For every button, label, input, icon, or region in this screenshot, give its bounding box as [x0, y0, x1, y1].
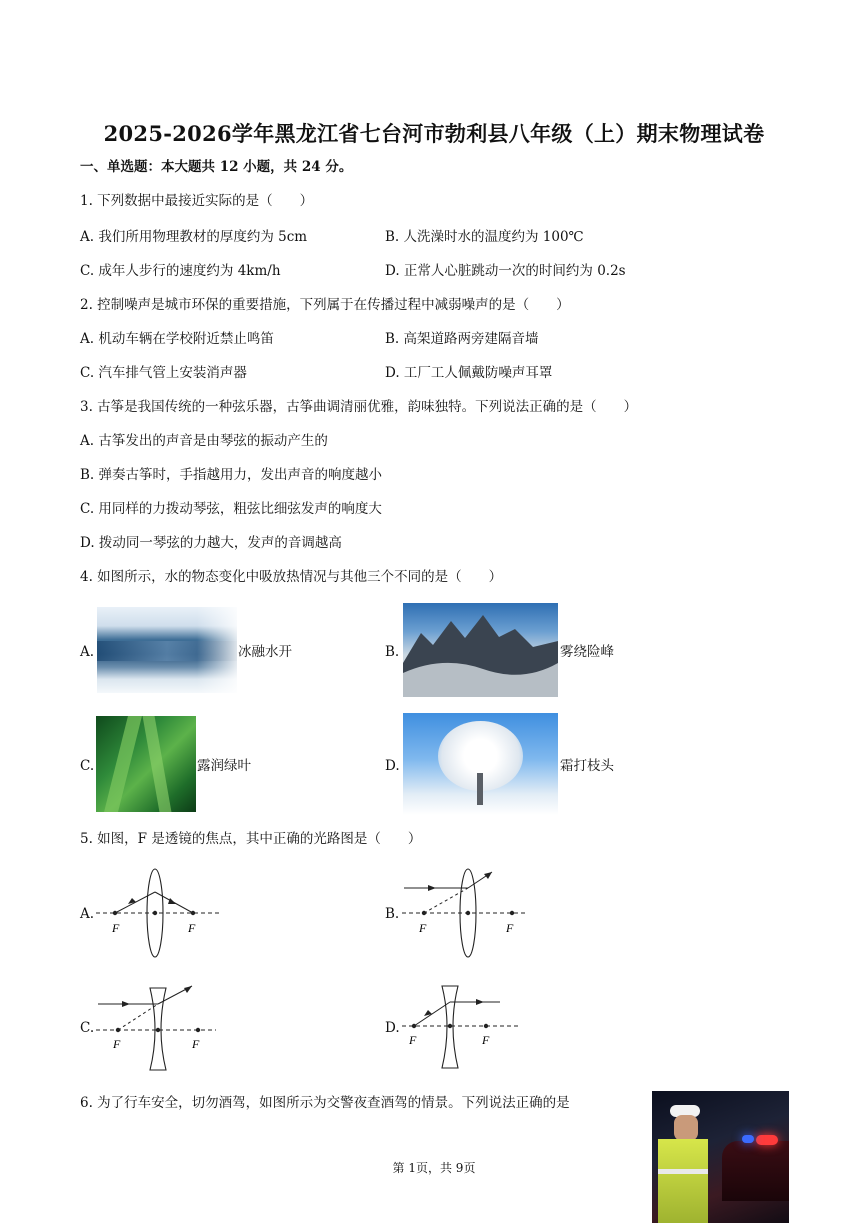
- question-4-option-b-letter: B.: [385, 644, 400, 660]
- question-4-option-d-caption: 霜打枝头: [560, 758, 614, 774]
- question-4-stem: 4. 如图所示，水的物态变化中吸放热情况与其他三个不同的是（ ）: [80, 569, 503, 585]
- focus-label-f: F: [506, 921, 514, 935]
- focus-label-f: F: [192, 1037, 200, 1051]
- question-2-stem: 2. 控制噪声是城市环保的重要措施，下列属于在传播过程中减弱噪声的是（ ）: [80, 297, 570, 313]
- question-6-stem: 6. 为了行车安全，切勿酒驾，如图所示为交警夜查酒驾的情景。下列说法正确的是: [80, 1095, 570, 1111]
- convex-lens-diagram-a: [96, 868, 226, 960]
- focus-label-f: F: [188, 921, 196, 935]
- misty-peaks-photo: [403, 603, 558, 697]
- question-3-option-d: D. 拨动同一琴弦的力越大，发声的音调越高: [80, 535, 342, 551]
- concave-lens-diagram-c: [96, 982, 226, 1074]
- focus-label-f: F: [419, 921, 427, 935]
- focus-label-f: F: [409, 1033, 417, 1047]
- focus-label-f: F: [113, 1037, 121, 1051]
- page-footer: 第 1页，共 9页: [392, 1161, 476, 1175]
- question-1-stem: 1. 下列数据中最接近实际的是（ ）: [80, 193, 314, 209]
- concave-lens-diagram-d: [402, 982, 532, 1074]
- question-1-option-d: D. 正常人心脏跳动一次的时间约为 0.2s: [385, 263, 626, 279]
- question-1-option-a: A. 我们所用物理教材的厚度约为 5cm: [80, 229, 308, 245]
- question-5-option-a-letter: A.: [80, 906, 95, 922]
- convex-lens-diagram-b: [402, 866, 532, 958]
- traffic-police-photo: [652, 1091, 789, 1223]
- question-5-stem: 5. 如图，F 是透镜的焦点，其中正确的光路图是（ ）: [80, 831, 422, 847]
- question-4-option-a-caption: 冰融水开: [238, 644, 292, 660]
- focus-label-f: F: [112, 921, 120, 935]
- question-2-option-d: D. 工厂工人佩戴防噪声耳罩: [385, 365, 553, 381]
- dew-leaves-photo: [96, 716, 196, 812]
- question-2-option-c: C. 汽车排气管上安装消声器: [80, 365, 247, 381]
- question-1-option-b: B. 人洗澡时水的温度约为 100℃: [385, 229, 584, 245]
- question-3-option-b: B. 弹奏古筝时，手指越用力，发出声音的响度越小: [80, 467, 383, 483]
- question-4-option-a-letter: A.: [80, 644, 95, 660]
- question-4-option-b-caption: 雾绕险峰: [560, 644, 614, 660]
- frosted-tree-photo: [403, 713, 558, 815]
- question-4-option-d-letter: D.: [385, 758, 400, 774]
- question-5-option-b-letter: B.: [385, 906, 400, 922]
- question-2-option-b: B. 高架道路两旁建隔音墙: [385, 331, 539, 347]
- question-4-option-c-letter: C.: [80, 758, 95, 774]
- question-3-option-c: C. 用同样的力拨动琴弦，粗弦比细弦发声的响度大: [80, 501, 382, 517]
- question-5-option-d-letter: D.: [385, 1020, 400, 1036]
- question-3-option-a: A. 古筝发出的声音是由琴弦的振动产生的: [80, 433, 328, 449]
- question-3-stem: 3. 古筝是我国传统的一种弦乐器，古筝曲调清丽优雅，韵味独特。下列说法正确的是（ ）: [80, 399, 638, 415]
- section-heading: 一、单选题：本大题共 12 小题，共 24 分。: [80, 159, 353, 175]
- question-5-option-c-letter: C.: [80, 1020, 95, 1036]
- question-1-option-c: C. 成年人步行的速度约为 4km/h: [80, 263, 281, 279]
- question-2-option-a: A. 机动车辆在学校附近禁止鸣笛: [80, 331, 274, 347]
- question-4-option-c-caption: 露润绿叶: [197, 758, 251, 774]
- focus-label-f: F: [482, 1033, 490, 1047]
- page-title: 2025-2026学年黑龙江省七台河市勃利县八年级（上）期末物理试卷: [103, 121, 765, 146]
- ice-melting-photo: [97, 607, 237, 693]
